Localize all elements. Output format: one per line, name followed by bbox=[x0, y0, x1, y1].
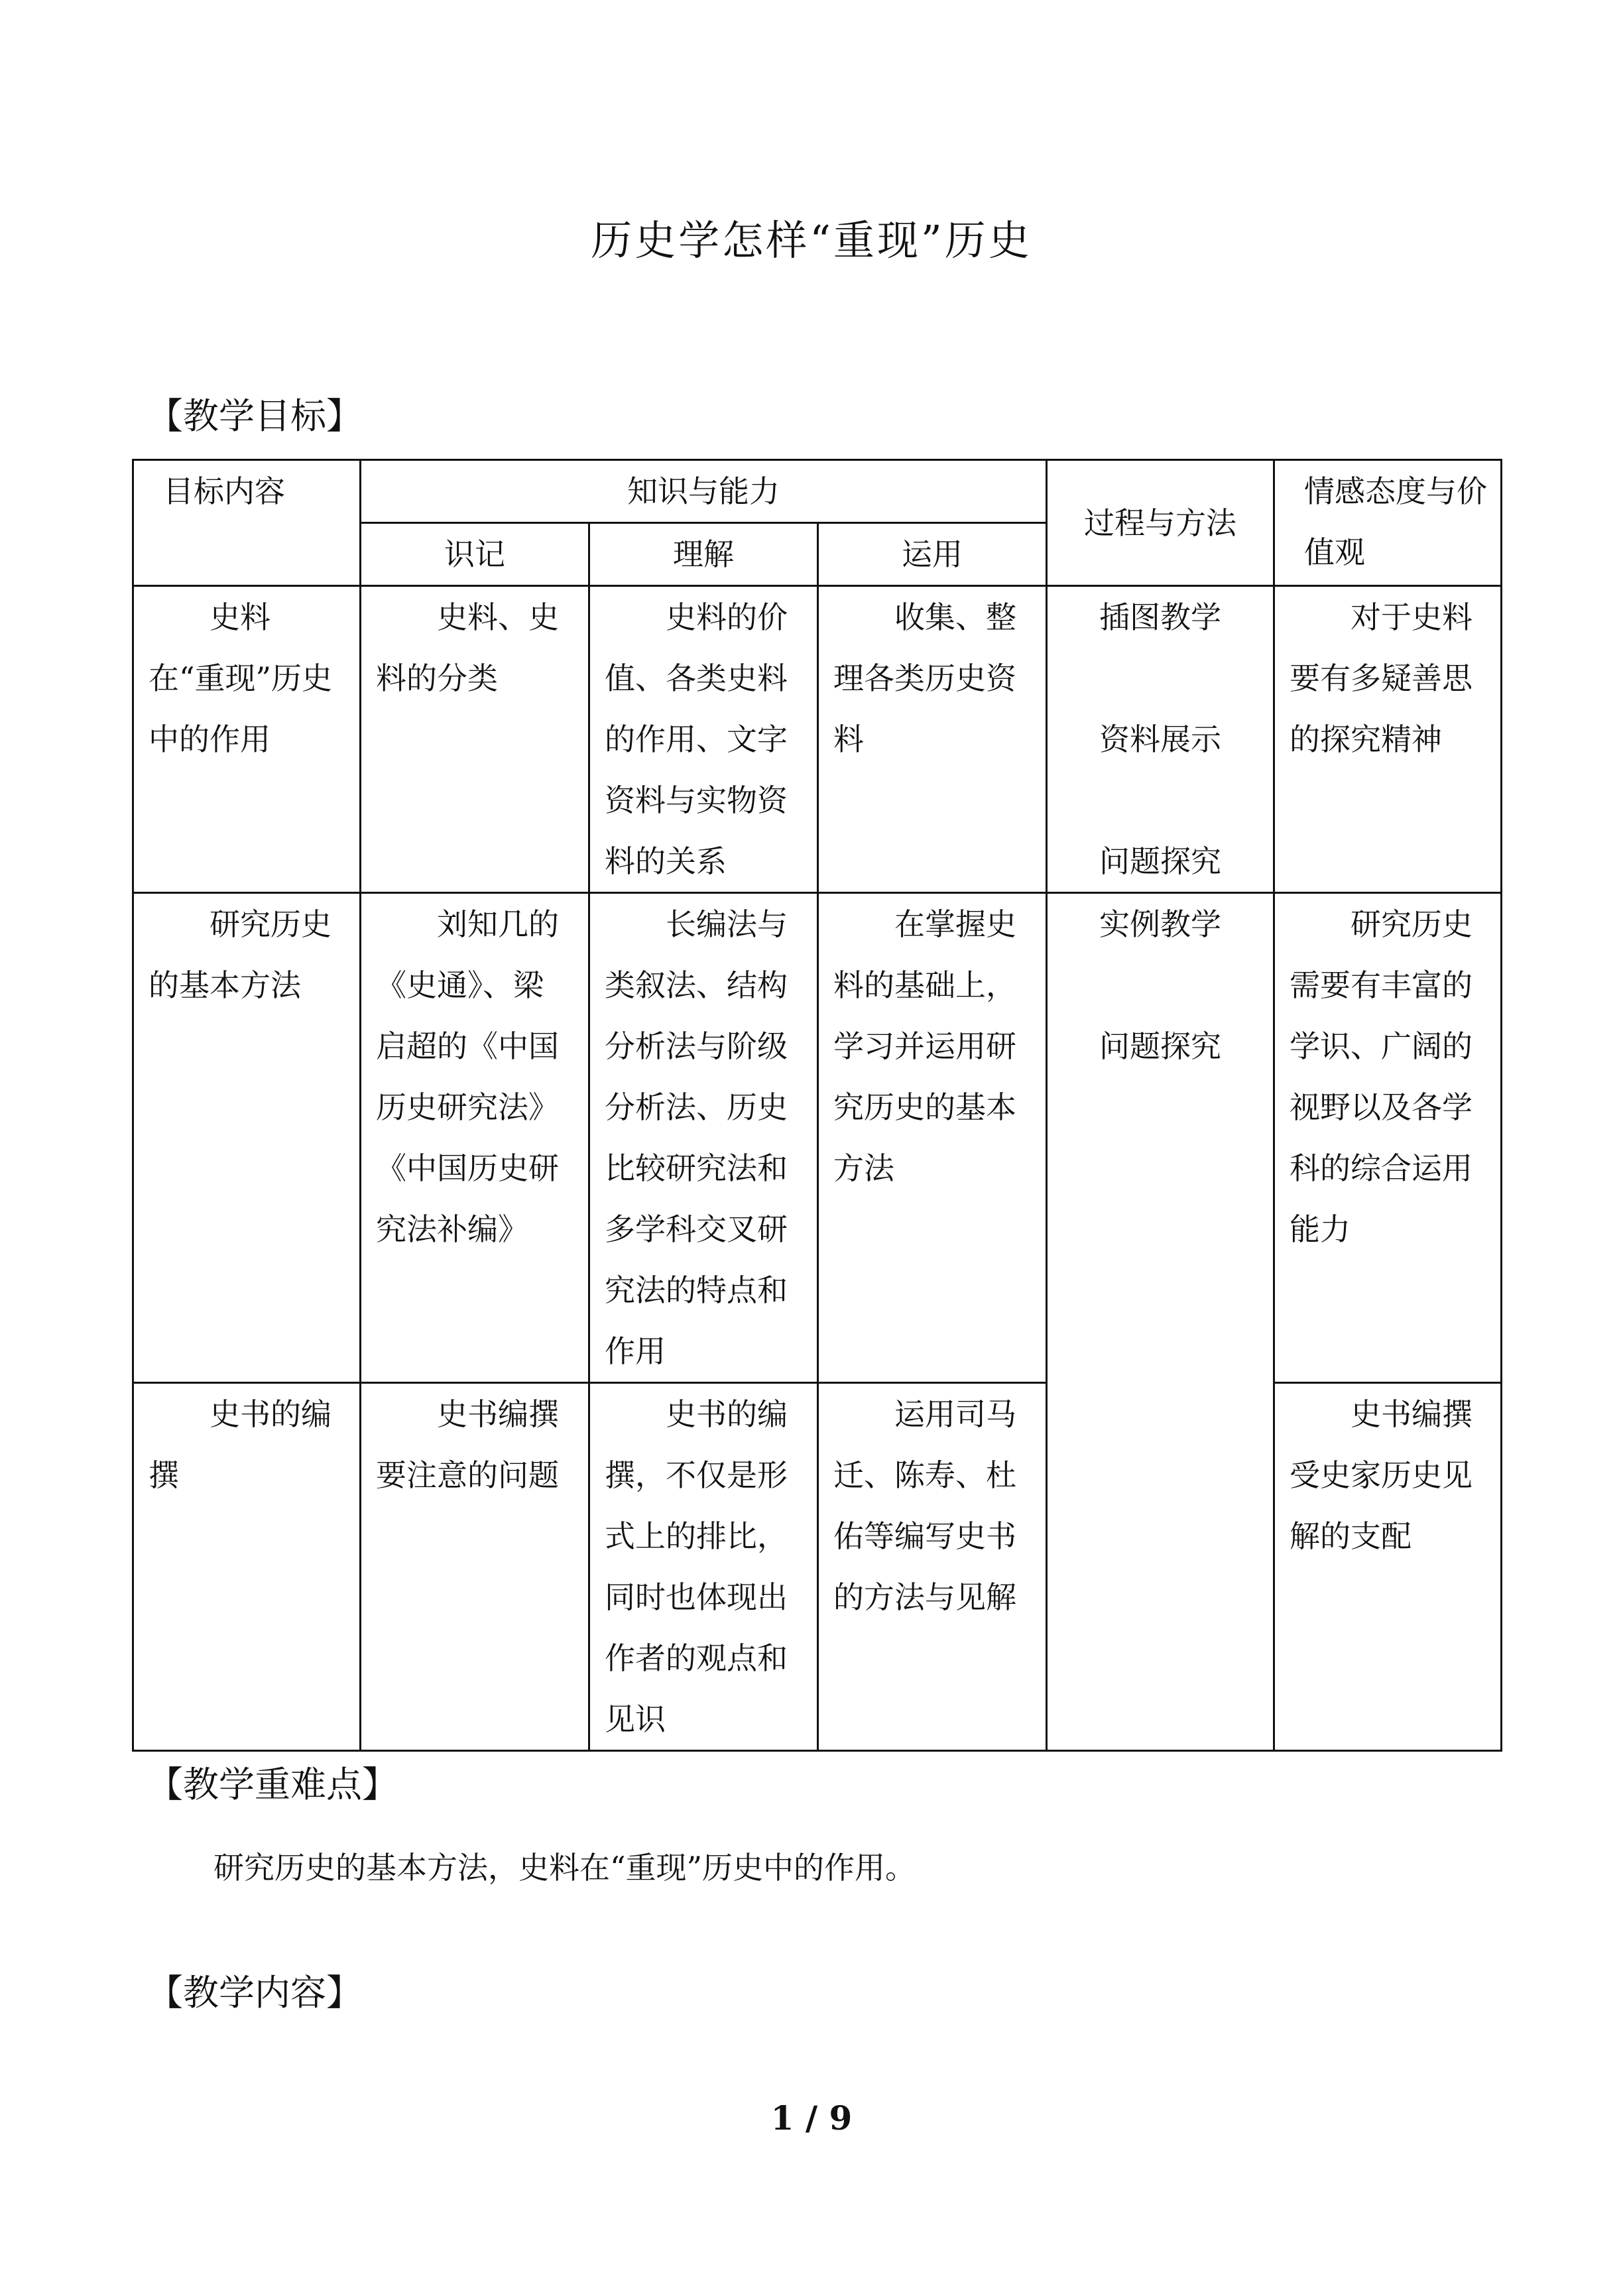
page-number: 1 / 9 bbox=[770, 2098, 853, 2138]
section-heading-teaching-goals: 【教学目标】 bbox=[147, 395, 362, 437]
memorize-cell: 史料、史料的分类 bbox=[361, 586, 589, 893]
apply-cell: 运用司马迁、陈寿、杜佑等编写史书的方法与见解 bbox=[818, 1383, 1047, 1751]
section-heading-key-points: 【教学重难点】 bbox=[147, 1764, 398, 1805]
goal-cell: 史料在“重现”历史中的作用 bbox=[133, 586, 361, 893]
emotion-cell: 史书编撰受史家历史见解的支配 bbox=[1274, 1383, 1502, 1751]
memorize-cell: 史书编撰要注意的问题 bbox=[361, 1383, 589, 1751]
understand-cell: 长编法与类叙法、结构分析法与阶级分析法、历史比较研究法和多学科交叉研究法的特点和作用 bbox=[589, 893, 818, 1383]
method-item: 问题探究 bbox=[1099, 1028, 1222, 1064]
method-item: 资料展示 bbox=[1099, 721, 1222, 757]
document-title: 历史学怎样“重现”历史 bbox=[591, 216, 1032, 265]
table-row bbox=[133, 893, 1502, 1383]
header-apply: 运用 bbox=[818, 523, 1047, 586]
apply-cell: 在掌握史料的基础上，学习并运用研究历史的基本方法 bbox=[818, 893, 1047, 1383]
understand-cell: 史书的编撰，不仅是形式上的排比，同时也体现出作者的观点和见识 bbox=[589, 1383, 818, 1751]
header-memorize: 识记 bbox=[361, 523, 589, 586]
teaching-goals-table bbox=[132, 459, 1502, 1752]
header-understand: 理解 bbox=[589, 523, 818, 586]
understand-cell: 史料的价值、各类史料的作用、文字资料与实物资料的关系 bbox=[589, 586, 818, 893]
header-knowledge-ability: 知识与能力 bbox=[361, 460, 1047, 523]
goal-cell: 研究历史的基本方法 bbox=[133, 893, 361, 1383]
method-item: 问题探究 bbox=[1099, 843, 1222, 879]
method-cell bbox=[1047, 586, 1274, 893]
method-item: 实例教学 bbox=[1099, 906, 1222, 942]
memorize-cell: 刘知几的《史通》、梁启超的《中国历史研究法》《中国历史研究法补编》 bbox=[361, 893, 589, 1383]
method-cell bbox=[1047, 893, 1274, 1751]
emotion-cell: 研究历史需要有丰富的学识、广阔的视野以及各学科的综合运用能力 bbox=[1274, 893, 1502, 1383]
goal-cell: 史书的编撰 bbox=[133, 1383, 361, 1751]
header-emotion-value: 情感态度与价值观 bbox=[1274, 460, 1502, 586]
method-item: 插图教学 bbox=[1099, 599, 1222, 635]
key-points-text: 研究历史的基本方法，史料在“重现”历史中的作用。 bbox=[213, 1850, 916, 1886]
apply-cell: 收集、整理各类历史资料 bbox=[818, 586, 1047, 893]
table-row bbox=[133, 586, 1502, 893]
emotion-cell: 对于史料要有多疑善思的探究精神 bbox=[1274, 586, 1502, 893]
section-heading-teaching-content: 【教学内容】 bbox=[147, 1972, 362, 2014]
table-row bbox=[133, 1383, 1502, 1751]
header-process-method: 过程与方法 bbox=[1047, 460, 1274, 586]
header-goal-content: 目标内容 bbox=[133, 460, 361, 586]
